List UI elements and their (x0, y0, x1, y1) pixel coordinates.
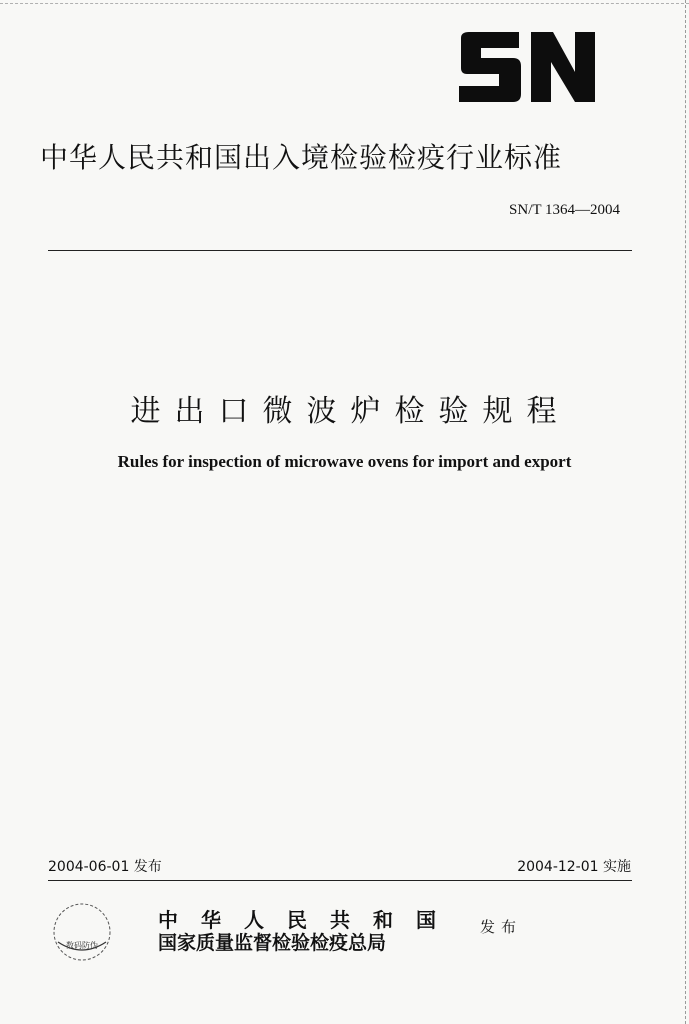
document-title-english: Rules for inspection of microwave ovens for import and export (117, 452, 572, 471)
publish-label: 发布 (480, 918, 523, 936)
header-divider (48, 250, 632, 251)
seal-text: 数码防伪 (66, 941, 98, 950)
issuer-line-agency: 国家质量监督检验检疫总局 (158, 932, 387, 954)
top-scan-edge (0, 3, 689, 4)
standard-number: SN/T 1364—2004 (509, 202, 620, 218)
implementation-date: 2004-12-01 实施 (517, 859, 631, 875)
issue-date: 2004-06-01 发布 (48, 859, 162, 875)
right-scan-edge (685, 0, 686, 1024)
anti-counterfeit-seal (50, 900, 114, 964)
document-title-chinese: 进出口微波炉检验规程 (130, 394, 571, 429)
issuing-authority-title: 中华人民共和国出入境检验检疫行业标准 (40, 141, 563, 174)
issuer-line-country: 中华人民共和国 (158, 908, 459, 932)
footer-divider (48, 880, 632, 881)
sn-logo (455, 28, 600, 106)
